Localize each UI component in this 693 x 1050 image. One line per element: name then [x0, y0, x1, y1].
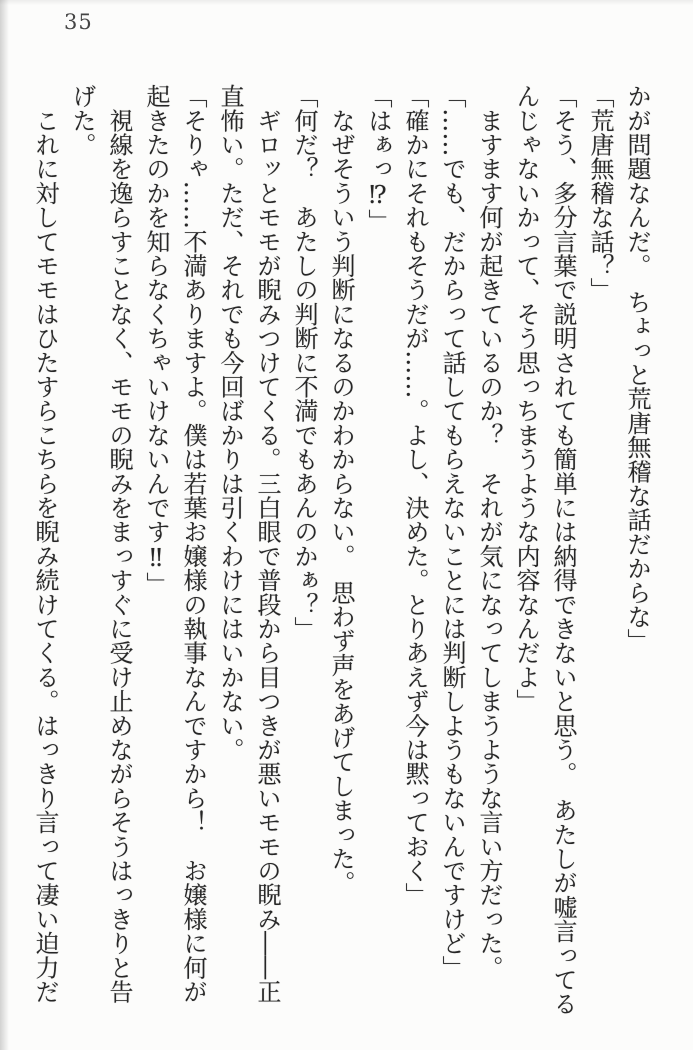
text-column-14: 起きたのかを知らなくちゃいけないんです‼」 — [142, 84, 170, 597]
text-column-4: んじゃないかって、そう思っちまうような内容なんだよ」 — [512, 84, 540, 714]
text-column-16: げた。 — [68, 84, 96, 157]
text-column-1: かが問題なんだ。 ちょっと荒唐無稽な話だからな」 — [623, 84, 651, 653]
text-column-3: 「そう、多分言葉で説明されても簡単には納得できないと思う。 あたしが嘘言ってる — [549, 84, 577, 1016]
page-edge-shading-left — [0, 0, 9, 1050]
text-column-9: なぜそういう判断になるのかわからない。 思わず声をあげてしまった。 — [327, 84, 355, 895]
text-column-7: 「確かにそれもそうだが……。よし、決めた。とりあえず今は黙っておく」 — [401, 84, 429, 907]
text-column-15: 視線を逸らすことなく、モモの睨みをまっすぐに受け止めながらそうはっきりと告 — [105, 84, 133, 1004]
page-edge-shading-top — [0, 0, 693, 5]
text-column-17: これに対してモモはひたすらこちらを睨み続けてくる。はっきり言って凄い迫力だ — [31, 84, 59, 1004]
book-page-text — [26, 84, 655, 1028]
text-column-5: ますます何が起きているのか？ それが気になってしまうような言い方だった。 — [475, 84, 503, 980]
text-column-6: 「……でも、だからって話してもらえないことには判断しようもないんですけど」 — [438, 84, 466, 980]
page-number: 35 — [64, 10, 93, 34]
text-column-11: ギロッとモモが睨みつけてくる。三白眼で普段から目つきが悪いモモの睨み――正 — [253, 84, 281, 1004]
text-column-8: 「はぁっ⁉」 — [364, 84, 392, 234]
text-column-10: 「何だ？ あたしの判断に不満でもあんのかぁ？」 — [290, 84, 318, 641]
text-column-12: 直怖い。ただ、それでも今回ばかりは引くわけにはいかない。 — [216, 84, 244, 762]
text-column-13: 「そりゃ……不満ありますよ。僕は若葉お嬢様の執事なんですから！ お嬢様に何が — [179, 84, 207, 1004]
text-column-2: 「荒唐無稽な話？」 — [586, 84, 614, 302]
